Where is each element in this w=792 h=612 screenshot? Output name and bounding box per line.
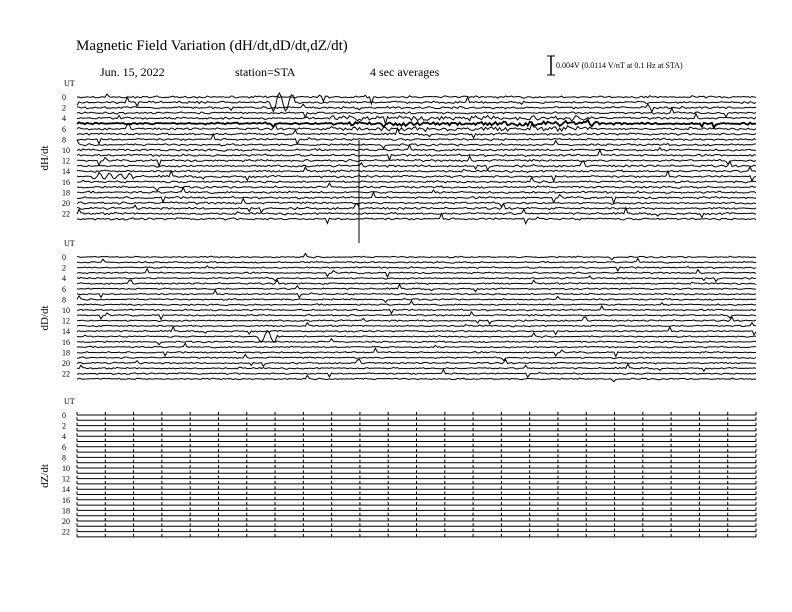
- trace-line: [77, 213, 756, 223]
- trace-line: [77, 124, 756, 132]
- trace-line: [77, 370, 756, 378]
- hour-tick-label: 2: [62, 103, 66, 113]
- panel-dzdt: [39, 397, 756, 537]
- hour-tick-label: 20: [62, 359, 70, 368]
- trace-line: [77, 327, 756, 335]
- trace-line: [77, 204, 756, 213]
- chart-title: Magnetic Field Variation (dH/dt,dD/dt,dZ/dt): [76, 38, 348, 54]
- trace-line: [77, 348, 756, 356]
- hour-tick-label: 4: [62, 432, 66, 442]
- hour-tick-label: 0: [62, 253, 66, 262]
- trace-line: [77, 192, 756, 203]
- hour-tick-label: 6: [62, 442, 66, 452]
- hour-tick-label: 20: [62, 199, 70, 208]
- trace-line: [77, 269, 756, 277]
- hour-tick-label: 6: [62, 124, 66, 134]
- trace-line: [77, 188, 756, 194]
- trace-line: [77, 254, 756, 260]
- panel-dddt: [39, 239, 756, 382]
- hour-tick-label: 14: [62, 167, 70, 177]
- trace-line: [77, 276, 756, 282]
- hour-tick-label: 22: [62, 209, 70, 219]
- panel-ylabel: dD/dt: [39, 305, 51, 331]
- trace-line: [77, 343, 756, 348]
- ut-label: UT: [64, 239, 75, 248]
- trace-line: [77, 354, 756, 360]
- scale-label: 0.004V (0.0114 V/nT at 0.1 Hz at STA): [556, 61, 683, 70]
- hour-tick-label: 12: [62, 316, 70, 326]
- hour-tick-label: 12: [62, 156, 70, 166]
- trace-line: [77, 259, 756, 264]
- averaging-label: 4 sec averages: [370, 65, 440, 79]
- hour-tick-label: 22: [62, 527, 70, 537]
- trace-line: [77, 140, 756, 148]
- trace-line: [77, 296, 756, 302]
- hour-tick-label: 8: [62, 295, 66, 305]
- scale-bar-icon: [547, 56, 555, 75]
- trace-line: [77, 290, 756, 298]
- hour-tick-label: 2: [62, 421, 66, 431]
- trace-line: [77, 375, 756, 381]
- ut-label: UT: [64, 79, 75, 88]
- trace-line: [77, 266, 756, 271]
- trace-line: [77, 199, 756, 207]
- trace-line: [77, 104, 756, 112]
- trace-line: [77, 364, 756, 371]
- trace-line: [77, 171, 756, 181]
- hour-tick-label: 4: [62, 114, 66, 124]
- hour-tick-label: 0: [62, 411, 66, 420]
- hour-tick-label: 16: [62, 337, 70, 347]
- hour-tick-label: 18: [62, 506, 70, 516]
- panel-ylabel: dH/dt: [39, 145, 51, 171]
- hour-tick-label: 16: [62, 495, 70, 505]
- trace-line: [77, 284, 756, 291]
- trace-line: [77, 339, 756, 345]
- hour-tick-label: 20: [62, 517, 70, 526]
- trace-line: [77, 312, 756, 320]
- hour-tick-label: 18: [62, 188, 70, 198]
- trace-line: [77, 323, 756, 327]
- trace-line: [77, 317, 756, 324]
- station-label: station=STA: [235, 65, 296, 79]
- hour-tick-label: 0: [62, 93, 66, 102]
- hour-tick-label: 8: [62, 453, 66, 463]
- hour-tick-label: 6: [62, 284, 66, 294]
- trace-line: [77, 359, 756, 366]
- trace-line: [77, 301, 756, 306]
- hour-tick-label: 18: [62, 348, 70, 358]
- ut-label: UT: [64, 397, 75, 406]
- trace-line: [77, 167, 756, 172]
- hour-tick-label: 4: [62, 274, 66, 284]
- hour-tick-label: 14: [62, 485, 70, 495]
- trace-line: [77, 183, 756, 191]
- hour-tick-label: 10: [62, 146, 70, 155]
- trace-line: [77, 331, 756, 342]
- hour-tick-label: 10: [62, 464, 70, 473]
- trace-line: [77, 280, 756, 285]
- hour-tick-label: 2: [62, 263, 66, 273]
- trace-line: [77, 177, 756, 183]
- trace-line: [77, 156, 756, 166]
- trace-line: [77, 108, 756, 118]
- panel-ylabel: dZ/dt: [39, 464, 51, 488]
- trace-line: [77, 93, 756, 112]
- trace-line: [77, 306, 756, 314]
- hour-tick-label: 14: [62, 327, 70, 337]
- date-label: Jun. 15, 2022: [100, 65, 165, 79]
- hour-tick-label: 12: [62, 474, 70, 484]
- hour-tick-label: 10: [62, 306, 70, 315]
- panel-dhdt: [39, 79, 756, 224]
- trace-line: [77, 161, 756, 170]
- hour-tick-label: 16: [62, 177, 70, 187]
- trace-line: [77, 134, 756, 144]
- hour-tick-label: 8: [62, 135, 66, 145]
- trace-line: [77, 120, 756, 128]
- hour-tick-label: 22: [62, 369, 70, 379]
